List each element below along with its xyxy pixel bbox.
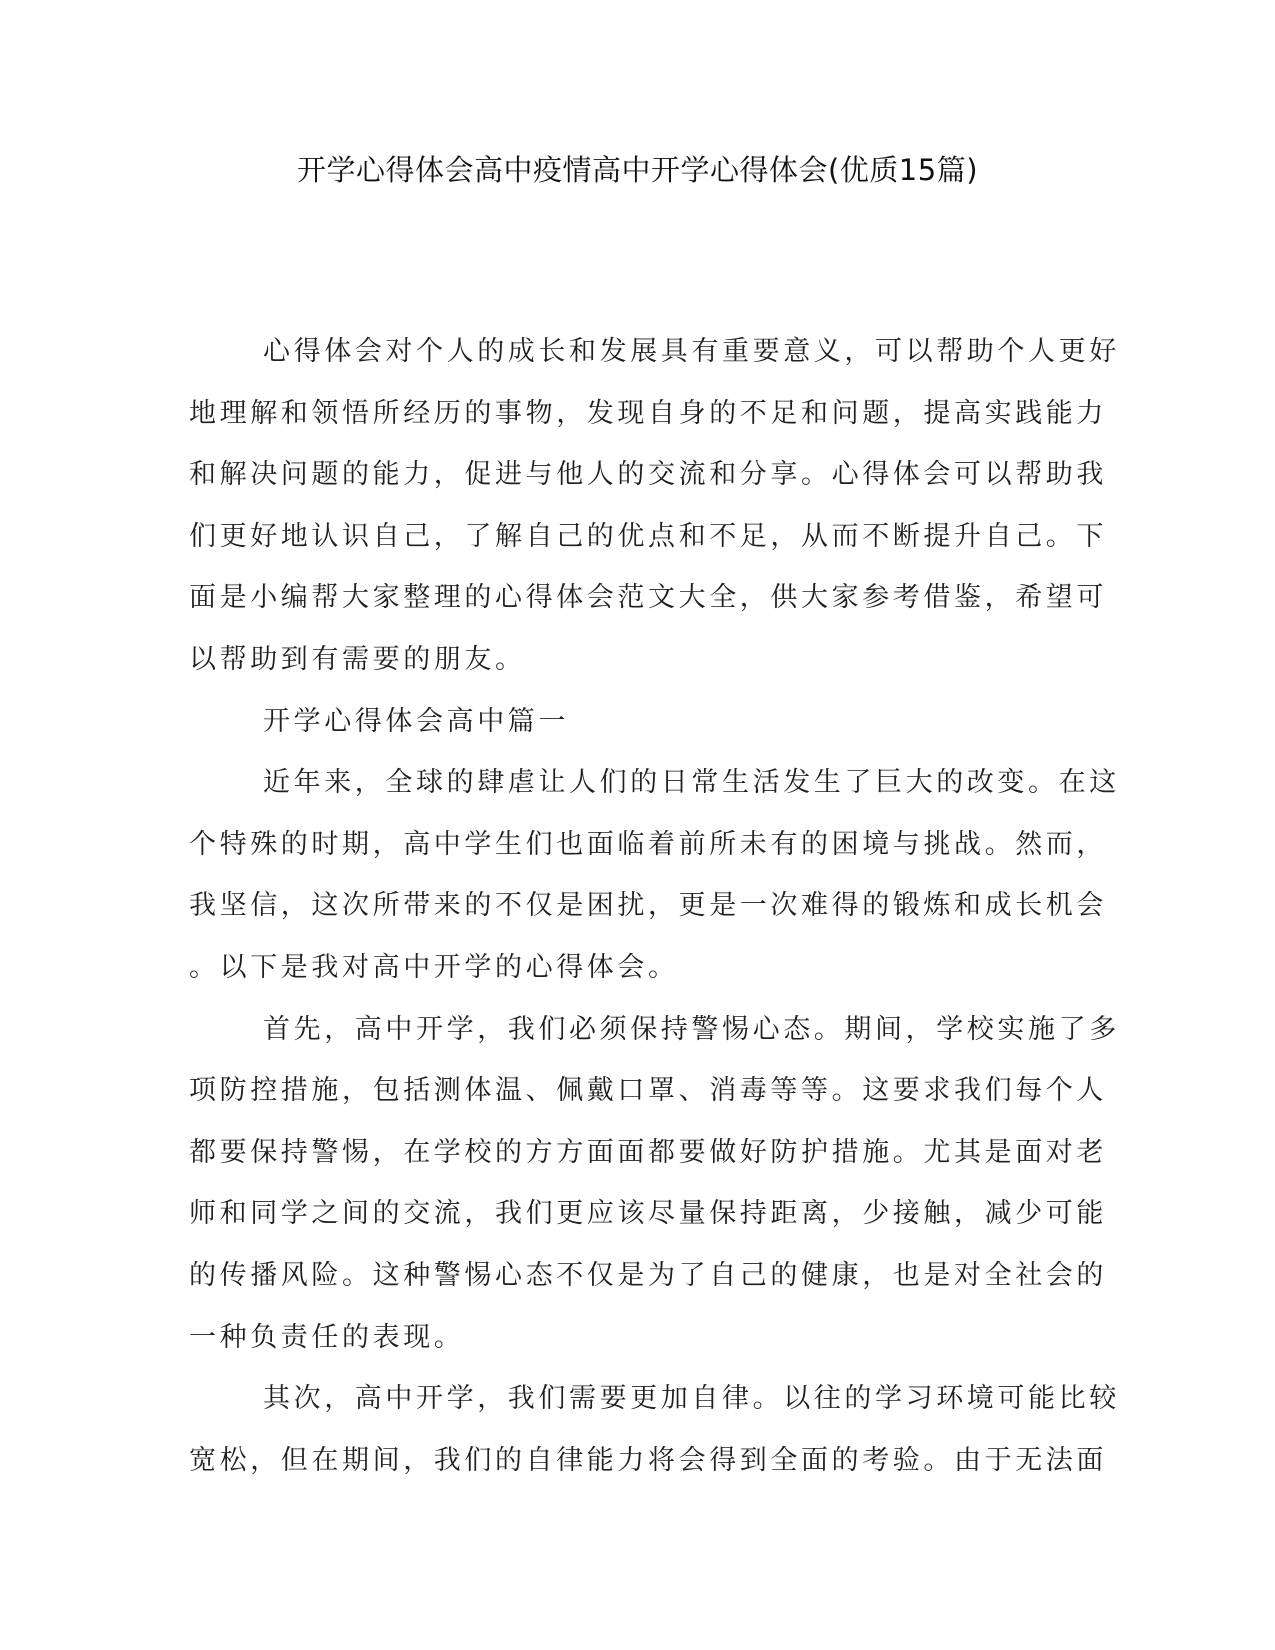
- text-line: 地理解和领悟所经历的事物，发现自身的不足和问题，提高实践能力: [189, 397, 1107, 429]
- text-line: 师和同学之间的交流，我们更应该尽量保持距离，少接触，减少可能: [189, 1198, 1107, 1230]
- text-line: 都要保持警惕，在学校的方方面面都要做好防护措施。尤其是面对老: [189, 1136, 1107, 1168]
- section-heading: [189, 691, 1071, 753]
- text-line: 们更好地认识自己，了解自己的优点和不足，从而不断提升自己。下: [189, 520, 1107, 552]
- text-line: 个特殊的时期，高中学生们也面临着前所未有的困境与挑战。然而，: [189, 828, 1107, 860]
- text-line: 一种负责任的表现。: [189, 1321, 465, 1353]
- text-line: 面是小编帮大家整理的心得体会范文大全，供大家参考借鉴，希望可: [189, 582, 1107, 614]
- text-line: 心得体会对个人的成长和发展具有重要意义，可以帮助个人更好: [263, 336, 1120, 367]
- text-line: 宽松，但在期间，我们的自律能力将会得到全面的考验。由于无法面: [189, 1444, 1107, 1476]
- paragraph-2: [189, 999, 1120, 1369]
- text-line: 以帮助到有需要的朋友。: [189, 643, 526, 675]
- paragraph-1: [189, 752, 1120, 998]
- text-line: 和解决问题的能力，促进与他人的交流和分享。心得体会可以帮助我: [189, 459, 1107, 491]
- text-line: 其次，高中开学，我们需要更加自律。以往的学习环境可能比较: [263, 1383, 1120, 1415]
- text-line: 的传播风险。这种警惕心态不仅是为了自己的健康，也是对全社会的: [189, 1259, 1107, 1291]
- text-line: 开学心得体会高中篇一: [263, 705, 569, 737]
- text-line: 。以下是我对高中开学的心得体会。: [189, 951, 679, 983]
- text-line: 首先，高中开学，我们必须保持警惕心态。期间，学校实施了多: [263, 1013, 1120, 1045]
- document-body: [189, 321, 1120, 1491]
- text-line: 我坚信，这次所带来的不仅是困扰，更是一次难得的锻炼和成长机会: [189, 890, 1107, 922]
- document-title: 开学心得体会高中疫情高中开学心得体会(优质15篇): [296, 153, 979, 187]
- paragraph-3: [189, 1368, 1120, 1491]
- paragraph-intro: [189, 321, 1120, 691]
- text-line: 近年来，全球的肆虐让人们的日常生活发生了巨大的改变。在这: [263, 767, 1120, 799]
- text-line: 项防控措施，包括测体温、佩戴口罩、消毒等等。这要求我们每个人: [189, 1075, 1107, 1107]
